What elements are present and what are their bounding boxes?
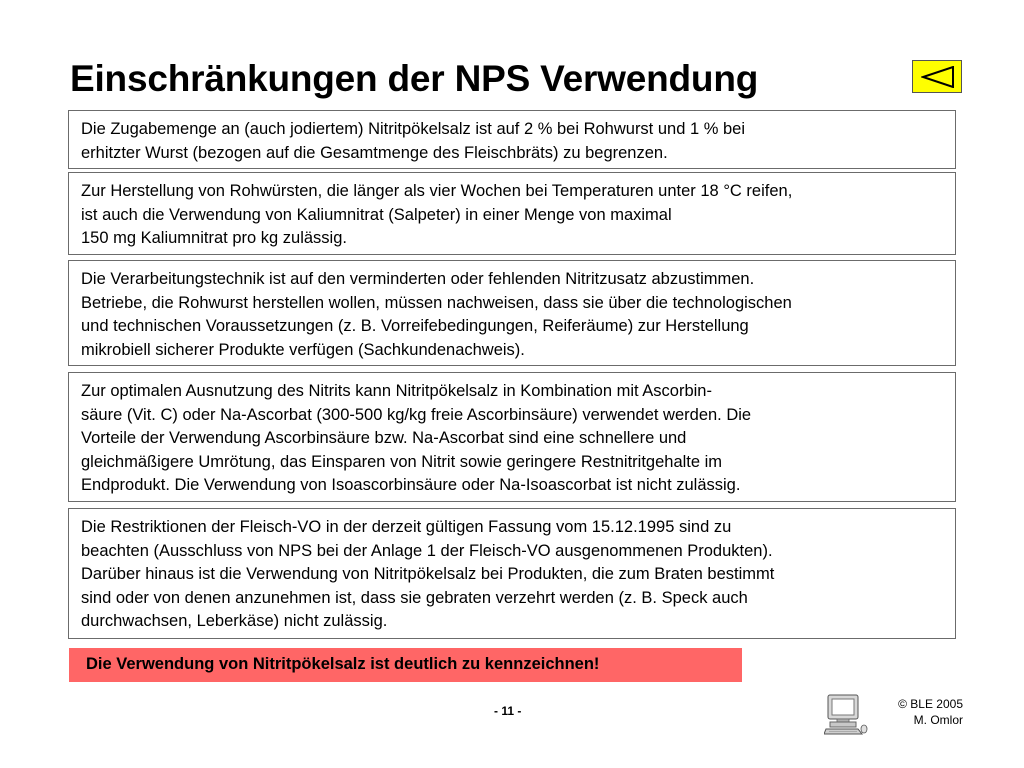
box-line: sind oder von denen anzunehmen ist, dass sie gebraten verzehrt werden (z. B. Speck auch: [81, 588, 748, 607]
copyright: [898, 696, 963, 728]
info-box-1: [68, 110, 956, 169]
box-line: ist auch die Verwendung von Kaliumnitrat (Salpeter) in einer Menge von maximal: [81, 205, 672, 224]
box-line: und technischen Voraussetzungen (z. B. Vorreifebedingungen, Reiferäume) zur Herstellung: [81, 317, 749, 335]
box-line: säure (Vit. C) oder Na-Ascorbat (300-500 kg/kg freie Ascorbinsäure) verwendet werden. Die: [81, 405, 752, 424]
box-line: durchwachsen, Leberkäse) nicht zulässig.: [81, 612, 388, 630]
box-line: 150 mg Kaliumnitrat pro kg zulässig.: [81, 229, 347, 247]
box-line: Vorteile der Verwendung Ascorbinsäure bzw. Na-Ascorbat sind eine schnellere und: [81, 429, 687, 447]
box-line: Endprodukt. Die Verwendung von Isoascorbinsäure oder Na-Isoascorbat ist nicht zulässig.: [81, 476, 741, 494]
box-line: Betriebe, die Rohwurst herstellen wollen, müssen nachweisen, dass sie über die technologischen: [81, 293, 792, 312]
box-line: beachten (Ausschluss von NPS bei der Anlage 1 der Fleisch-VO ausgenommenen Produkten).: [81, 541, 773, 560]
info-box-4: [68, 372, 956, 502]
box-line: Zur optimalen Ausnutzung des Nitrits kann Nitritpökelsalz in Kombination mit Ascorbin-: [81, 382, 712, 400]
page-number: - 11 -: [494, 704, 522, 718]
author-line: M. Omlor: [913, 713, 963, 727]
box-line: Die Restriktionen der Fleisch-VO in der derzeit gültigen Fassung vom 15.12.1995 sind zu: [81, 518, 732, 536]
box-line: Die Zugabemenge an (auch jodiertem) Nitritpökelsalz ist auf 2 % bei Rohwurst und 1 % bei: [81, 120, 746, 138]
box-line: erhitzter Wurst (bezogen auf die Gesamtmenge des Fleischbräts) zu begrenzen.: [81, 143, 668, 162]
box-line: mikrobiell sicherer Produkte verfügen (Sachkundenachweis).: [81, 340, 525, 359]
computer-icon[interactable]: [824, 694, 868, 736]
info-box-3: [68, 260, 956, 366]
box-line: Darüber hinaus ist die Verwendung von Nitritpökelsalz bei Produkten, die zum Braten bestimmt: [81, 565, 775, 583]
info-box-5: [68, 508, 956, 639]
page-title: Einschränkungen der NPS Verwendung: [70, 58, 759, 99]
box-line: Die Verarbeitungstechnik ist auf den verminderten oder fehlenden Nitritzusatz abzustimmen.: [81, 270, 755, 288]
box-line: gleichmäßigere Umrötung, das Einsparen von Nitrit sowie geringere Restnitritgehalte im: [81, 452, 723, 471]
box-line: Zur Herstellung von Rohwürsten, die länger als vier Wochen bei Temperaturen unter 18 °C reifen,: [81, 182, 793, 200]
info-box-2: [68, 172, 956, 255]
copyright-line: © BLE 2005: [898, 697, 963, 711]
back-button[interactable]: [912, 60, 962, 93]
triangle-left-icon: [921, 66, 955, 88]
highlight-banner: Die Verwendung von Nitritpökelsalz ist deutlich zu kennzeichnen!: [69, 648, 742, 682]
